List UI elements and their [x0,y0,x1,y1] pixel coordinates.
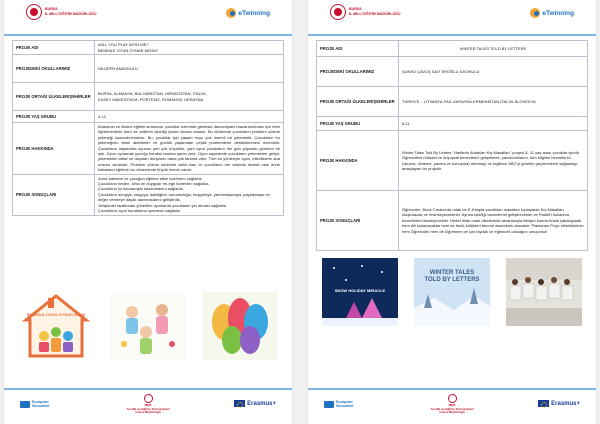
row-label: PROJE YAŞ GRUBU [13,111,95,123]
eu-flag-icon [234,400,245,407]
eschoolnet-logo [324,400,353,408]
table-row [317,117,588,131]
meb-seal-icon [330,4,346,20]
row-label: PROJEDEKİ OKULLARIMIZ [13,55,95,83]
row-label: PROJEDEKİ OKULLARIMIZ [317,57,399,87]
etwinning-logo [530,8,574,18]
yegitek-line-2: Yenilik ve Eğitim Teknolojileri [430,406,474,411]
book1-title: SNOW HOLIDAY MIRACLE [334,288,386,293]
photo-gallery [322,258,582,326]
gallery-caption: BENİMLE OYUN OYNAR MISIN [26,312,86,317]
meb-line-2: İL MİLLİ EĞİTİM MÜDÜRLÜĞÜ [349,12,401,16]
etwinning-icon [530,8,540,18]
row-label: PROJE ORTAĞI ÜLKELER/ŞEHİRLER [317,87,399,117]
table-row [13,123,284,175]
project-table [12,40,284,216]
row-value: TÜRKİYE – LİTVANYA-FAS-UKRAYNA-ERMENİSTAN-İTALYA-SLOVEKYA [399,87,588,117]
document-page-1 [4,0,292,424]
meb-logo [26,4,96,20]
kids-illustration-image [110,292,186,360]
table-row [317,41,588,57]
page-footer [308,388,596,424]
row-value: WINTER TALES TOLD BY LETTERS [399,41,588,57]
etwinning-text: eTwinning [238,9,270,17]
table-row [13,174,284,215]
row-label: PROJE ADI [13,41,95,55]
book-cover-image [322,258,398,326]
row-label: PROJE HAKKINDA [317,131,399,191]
row-value: WILL YOU PLAY WITH ME? BENİMLE OYUN OYNAR MISIN? [95,41,284,55]
table-row [317,57,588,87]
yegitek-logo [126,394,170,415]
row-label: PROJE SONUÇLARI [317,191,399,251]
row-label: PROJE YAŞ GRUBU [317,117,399,131]
row-value: Öğrenciler, Book Creator'da ortak bir E-Kitapta yazdıkları masalları toplayarak Kış Masalları oluşturacak ve resimleyecektirler. Ayrıca işbirliği becerilerini geliştirecekler ve Padlet'i kullanma becerilerini tazeleyecekler. Hedef dilde ortak ülkelerdeki akranlarıyla iletişim kurma fırsatı yakalayarak hem dili kullanacaklar hem de farklı kültürleri tanıma olasılıkları olacaktır. Planlanan Proje etkinliklerinin hem Öğrenciler hem de Öğretmen ve için faydalı ve eğlenceli olacağını umuyoruz! [399,191,588,251]
table-row [317,131,588,191]
eschoolnet-icon [324,401,334,408]
eu-flag-icon [538,400,549,407]
row-value: Anne-babanın ve çocuğun eğitime etkin katılımını sağladık, Çocukların beden, zihin ve duygular mı-ege tümevirin sağladık, Çocukların iyi davranışlar kazanmasını sağladık, Çocukların sevgiye, saygıya, işbirliğine, sorumluluğa, hoşgörüye, yardımlaşmaya, paylaşmaya ve değer vermeye dayalı davranışlarını geliştirdik, Yetişkinler tarafından yönetilen oyunlarda çocukların yer alması sağladık, Çocukların oyun kurallarına uymasını sağladık. [95,174,284,215]
yegitek-seal-icon [144,394,153,403]
row-value: 8-11 [399,117,588,131]
meb-seal-icon [26,4,42,20]
book2-title: WINTER TALES TOLD BY LETTERS [424,270,480,283]
house-logo-image [18,292,94,360]
eschoolnet-icon [20,401,30,408]
yegitek-line-3: Genel Müdürlüğü [439,410,465,415]
eschoolnet-logo [20,400,49,408]
row-label: PROJE ADI [317,41,399,57]
eschoolnet-line-1: European [336,400,353,404]
row-value: ŞUKRÜ ÇAVUŞ SAİT EROĞLU İLKOKULU [399,57,588,87]
table-row [13,111,284,123]
book-cover-image [414,258,490,326]
class-photo-image [506,258,582,326]
eschoolnet-line-1: European [32,400,49,404]
etwinning-icon [226,8,236,18]
row-value: Winter Tales Told By Letters "Harflerle Anlatılan Kış Masalları" projesi 8- 11 yaş arası çocuklar içindir. Öğrencilerin bilişsel ve duyuşsal becerilerini geliştirmek, yaratıcılıklarını, tüm bilgileri becerilerini (okuma, dinleme, yazma ve konuşma) artırmayı ve İngilizce ABC'yi görelim geçirmelerini sağlamayı amaçlayan bir projedir. [399,131,588,191]
colorful-hands-image [202,292,278,360]
meb-line-2: İL MİLLİ EĞİTİM MÜDÜRLÜĞÜ [45,12,97,16]
row-label: PROJE HAKKINDA [13,123,95,175]
table-row [13,41,284,55]
table-row [13,83,284,111]
row-label: PROJE SONUÇLARI [13,174,95,215]
eschoolnet-line-2: Schoolnet [32,404,50,408]
meb-logo [330,4,400,20]
yegitek-line-2: Yenilik ve Eğitim Teknolojileri [126,406,170,411]
meb-line-1: BURSA [45,7,58,12]
erasmus-text: Erasmus+ [247,400,276,407]
page-footer [4,388,292,424]
page-header [308,0,596,36]
yegitek-line-1: MEB [144,403,152,407]
row-value: NİLÜFER ANAOKULU [95,55,284,83]
project-table [316,40,588,251]
etwinning-text: eTwinning [542,9,574,17]
meb-line-1: BURSA [349,7,362,12]
page-header [4,0,292,36]
etwinning-logo [226,8,270,18]
table-row [317,87,588,117]
yegitek-line-1: MEB [448,403,456,407]
erasmus-logo [234,400,276,407]
row-value: 4-12 [95,111,284,123]
table-row [317,191,588,251]
table-row [13,55,284,83]
yegitek-line-3: Genel Müdürlüğü [135,410,161,415]
yegitek-seal-icon [448,394,457,403]
erasmus-logo [538,400,580,407]
eschoolnet-line-2: Schoolnet [336,404,354,408]
yegitek-logo [430,394,474,415]
row-value: Anaokulu ve ilkokul eğitimi sırasında, çocuklar üzerinde gereksiz davranışların kazandırılması için hem öğretmenlerin hem de velilerin işbirliği içinde olması esastır. Bu dönemde çocukların problem çözme yeteneği kazandırılmalıdır. Bu, çocuklar için yaşam boyu çok önemli bir yetenektir. Çocukların bu yeteneğinin farklı aktiviteler ve günlük yaşamdan çeşitli problemlerle desteklenmesi önemlidir. Çocukların hayatında oyunun yeri çok büyüktür, yani oyun çocukların her gün yapması gereken bir iştir. Oyun oynamak çocuğu kendini tanıma şansı verir. Oyun sayesinde çocukların yetenekleri gelişir, yetenekleri arttar ve duyuları dünyanın daha çok farkına varır. Tüm bu yönleriyle oyun, etkinliklerin ana unsuru olmalıdır. Problem çözme süresine dahil olan ve çocukların her adımda destek olan anne babaların eğitimin bu döneminde büyük önemi vardır. [95,123,284,175]
document-page-2 [308,0,596,424]
photo-gallery [18,292,278,360]
row-label: PROJE ORTAĞI ÜLKELER/ŞEHİRLER [13,83,95,111]
row-value: BURSA, ALMANYA, BULGARİSTAN, HIRVATİSTAN, İTALYA, KUZEY MAKEDONYA, PORTEKİZ, ROMANYA, UKRAYNA [95,83,284,111]
erasmus-text: Erasmus+ [551,400,580,407]
